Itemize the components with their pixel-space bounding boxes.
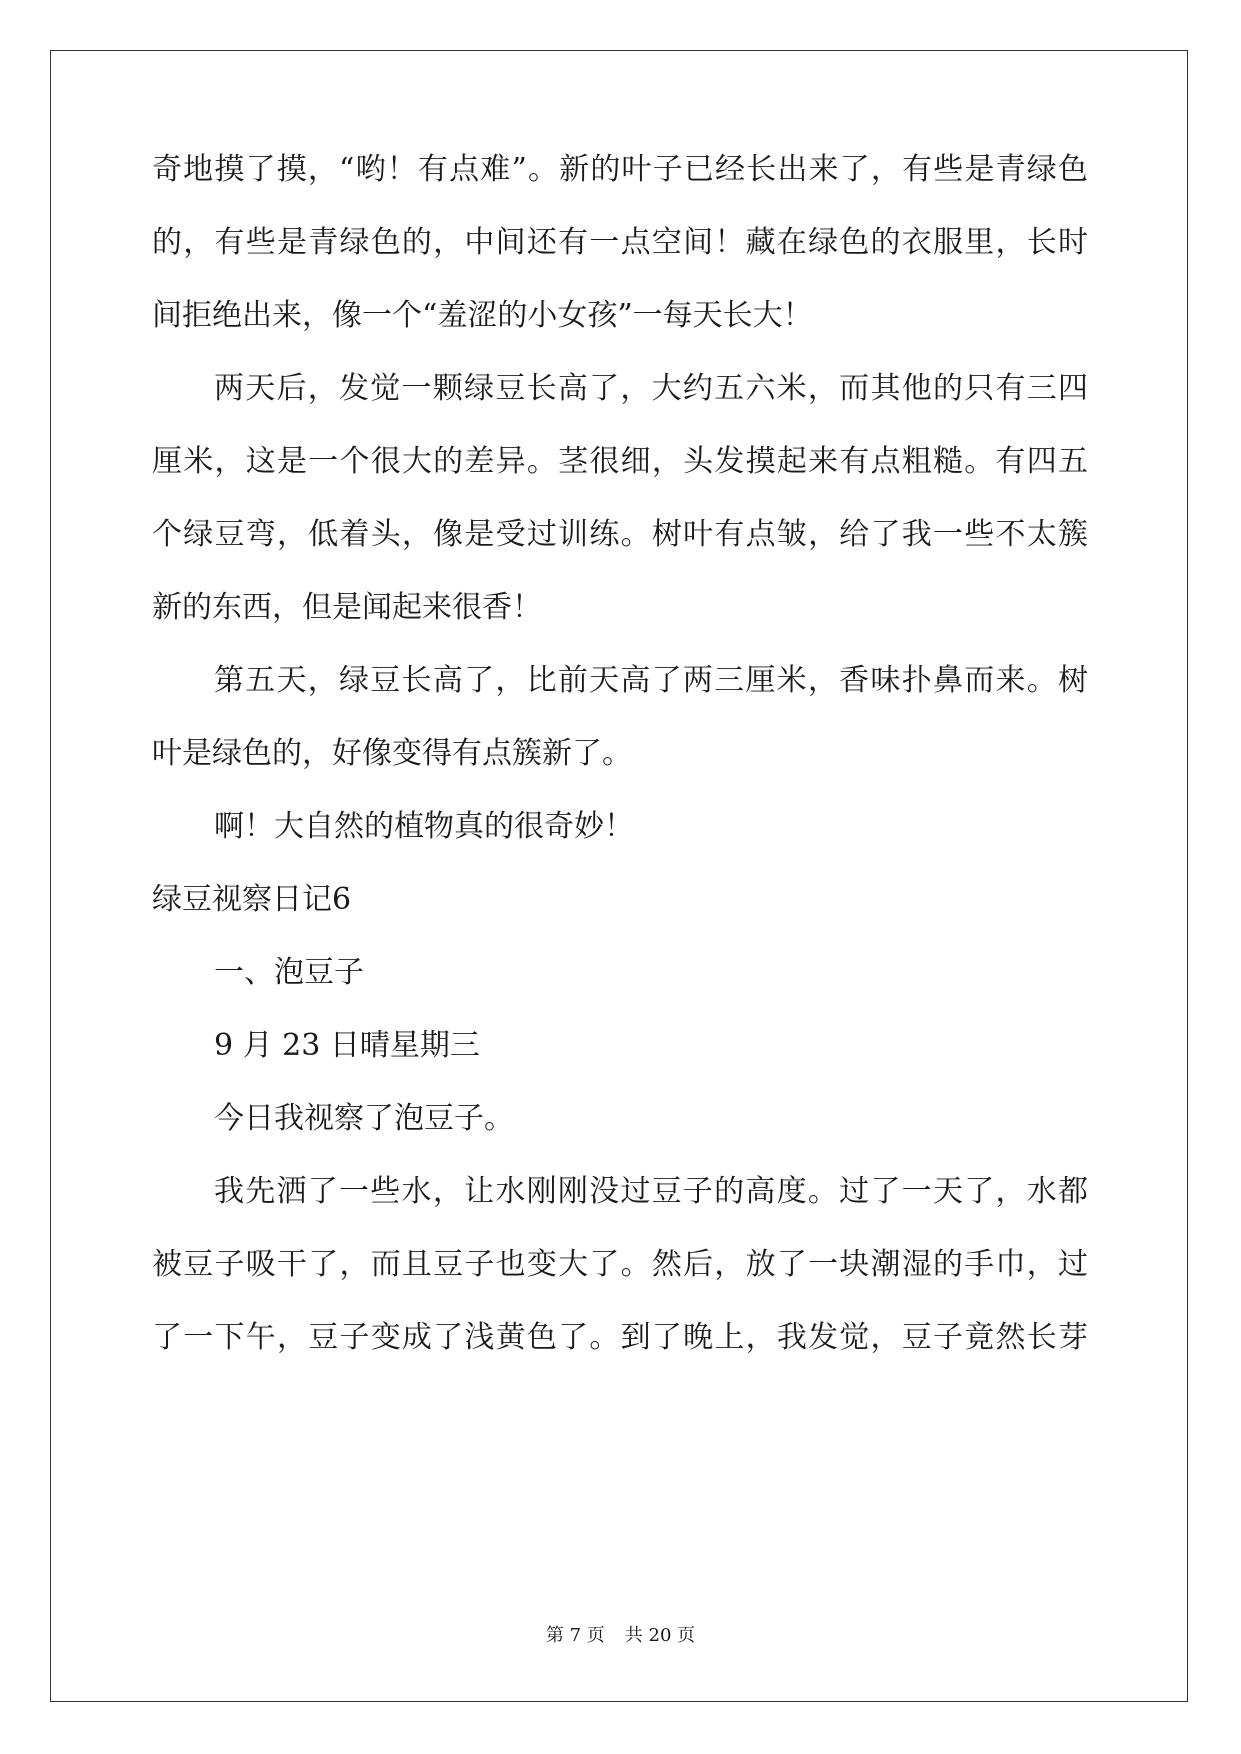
text-line: 个绿豆弯，低着头，像是受过训练。树叶有点皱，给了我一些不太簇 <box>152 517 1088 552</box>
text-line: 新的东西，但是闻起来很香！ <box>152 590 542 625</box>
page-footer <box>0 1624 1241 1648</box>
subheading: 一、泡豆子 <box>214 955 364 990</box>
text-line: 叶是绿色的，好像变得有点簇新了。 <box>152 736 632 771</box>
text-line: 奇地摸了摸，“哟！有点难”。新的叶子已经长出来了，有些是青绿色 <box>152 152 1088 187</box>
text-line: 厘米，这是一个很大的差异。茎很细，头发摸起来有点粗糙。有四五 <box>152 444 1088 479</box>
paragraph-first-line: 两天后，发觉一颗绿豆长高了，大约五六米，而其他的只有三四 <box>214 371 1088 406</box>
text-line: 的，有些是青绿色的，中间还有一点空间！藏在绿色的衣服里，长时 <box>152 225 1088 260</box>
page-number: 第 7 页 <box>545 1625 605 1646</box>
text-line: 被豆子吸干了，而且豆子也变大了。然后，放了一块潮湿的手巾，过 <box>152 1247 1088 1282</box>
text-line: 间拒绝出来，像一个“羞涩的小女孩”一每天长大！ <box>152 298 813 333</box>
paragraph-first-line: 今日我视察了泡豆子。 <box>214 1101 514 1136</box>
paragraph-first-line: 啊！大自然的植物真的很奇妙！ <box>214 809 634 844</box>
paragraph-first-line: 第五天，绿豆长高了，比前天高了两三厘米，香味扑鼻而来。树 <box>214 663 1088 698</box>
paragraph-first-line: 我先洒了一些水，让水刚刚没过豆子的高度。过了一天了，水都 <box>214 1174 1088 1209</box>
date-line: 9 月 23 日晴星期三 <box>214 1028 480 1063</box>
total-pages: 共 20 页 <box>624 1625 696 1646</box>
section-title: 绿豆视察日记6 <box>152 882 352 917</box>
text-line: 了一下午，豆子变成了浅黄色了。到了晚上，我发觉，豆子竟然长芽 <box>152 1320 1088 1355</box>
